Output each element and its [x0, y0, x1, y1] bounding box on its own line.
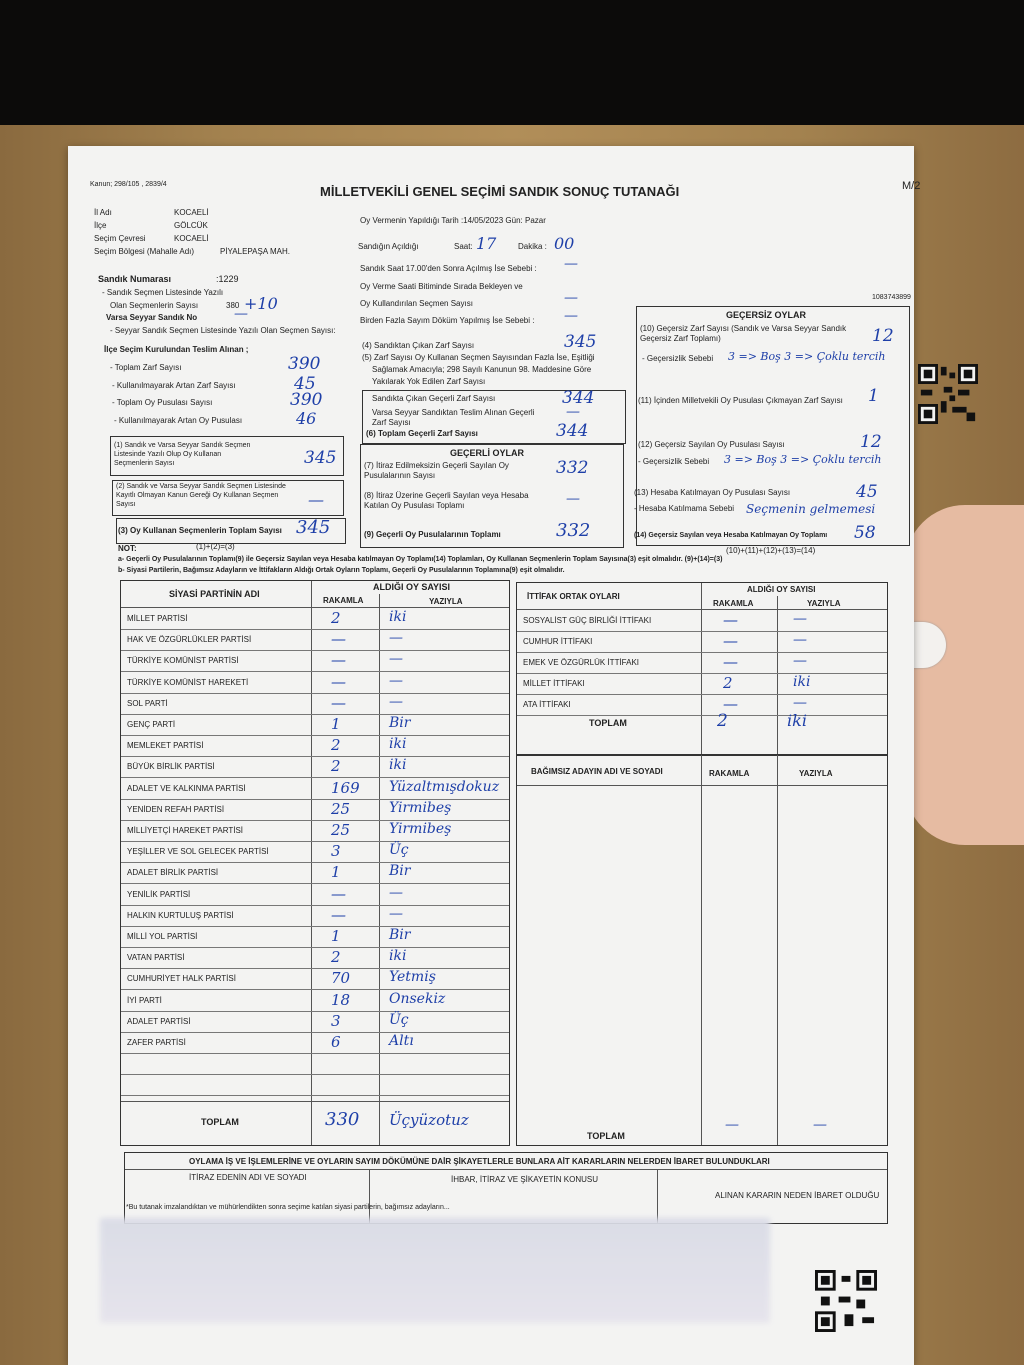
party-votes-num: —: [331, 693, 346, 712]
v9-label: (9) Geçerli Oy Pusulalarının Toplamı: [364, 530, 501, 539]
redacted-signature-area: [100, 1218, 770, 1323]
party-name: MİLLİ YOL PARTİSİ: [127, 932, 198, 941]
party-name: BÜYÜK BİRLİK PARTİSİ: [127, 762, 215, 772]
i14-hw: 58: [854, 523, 876, 543]
alliance-votes-text: iki: [793, 674, 811, 690]
voters-hw: 345: [304, 448, 337, 468]
received-hw: 390: [288, 354, 321, 374]
alliance-name: EMEK VE ÖZGÜRLÜK İTTİFAKI: [523, 658, 640, 667]
party-votes-num: 2: [331, 609, 341, 627]
i13-reason-label: - Hesaba Katılmama Sebebi: [634, 504, 735, 513]
table-row: [517, 694, 887, 716]
party-votes-text: iki: [389, 736, 407, 753]
seyyar-no-label: Varsa Seyyar Sandık No: [106, 313, 198, 322]
party-votes-text: iki: [389, 948, 407, 965]
alliance-name: SOSYALİST GÜÇ BİRLİĞİ İTTİFAKI: [523, 616, 652, 625]
party-votes-num: 2: [331, 948, 341, 967]
party-votes-num: 6: [331, 1033, 341, 1051]
note-b: b- Siyasi Partilerin, Bağımsız Adayların ve İttifakların Aldığı Ortak Oyların Toplamı, Geçerli Oy Pusulalarının Toplamına(9) eşit olmalıdır.: [118, 567, 565, 574]
date-label: Oy Vermenin Yapıldığı Tarih :14/05/2023 Gün: Pazar: [360, 216, 546, 225]
secmen-label-1: - Sandık Seçmen Listesinde Yazılı: [102, 288, 224, 297]
party-votes-num: —: [331, 905, 346, 924]
party-votes-num: —: [331, 672, 346, 691]
waiting-hw: —: [564, 290, 578, 306]
saat-label: Saat:: [454, 242, 473, 251]
alliance-total-text: iki: [787, 711, 807, 730]
party-votes-num: 25: [331, 799, 351, 818]
table-row: [121, 629, 509, 651]
independent-col-name: BAĞIMSIZ ADAYIN ADI VE SOYADI: [531, 767, 663, 776]
party-votes-num: 1: [331, 715, 341, 733]
party-votes-num: 70: [331, 969, 351, 988]
received-label: - Toplam Zarf Sayısı: [110, 363, 182, 372]
table-row: [121, 693, 509, 715]
complaints-heading: OYLAMA İŞ VE İŞLEMLERİNE VE OYLARIN SAYIM DÖKÜMÜNE DAİR ŞİKAYETLERLE BUNLARA AİT KARARLARIN NELERDEN İBARET BULUNDUKLARI: [189, 1157, 770, 1166]
party-votes-text: Yirmibeş: [389, 821, 452, 837]
independent-total-text: —: [813, 1117, 827, 1133]
bolge-label: Seçim Bölgesi (Mahalle Adı): [94, 247, 195, 256]
sandik-no-label: Sandık Numarası: [98, 274, 172, 284]
party-votes-num: 1: [331, 927, 341, 945]
i12-reason-label: - Geçersizlik Sebebi: [638, 457, 710, 466]
alliance-votes-num: —: [723, 695, 738, 713]
empty-row: [121, 1053, 509, 1075]
party-votes-text: Altı: [389, 1033, 414, 1049]
table-row: [121, 820, 509, 842]
party-name: YENİLİK PARTİSİ: [127, 889, 191, 899]
party-name: TÜRKİYE KOMÜNİST PARTİSİ: [127, 656, 239, 666]
party-votes-text: iki: [389, 609, 407, 625]
party-votes-num: —: [331, 651, 346, 670]
alliance-col-votes: ALDIĞI OY SAYISI: [747, 585, 816, 594]
i13-hw: 45: [856, 482, 878, 502]
opened-label: Sandığın Açıldığı: [358, 242, 419, 251]
valid-env-label: Sandıkta Çıkan Geçerli Zarf Sayısı: [372, 394, 496, 403]
voters-hw: 345: [296, 517, 331, 538]
after17-label: Sandık Saat 17.00'den Sonra Açılmış İse Sebebi :: [360, 264, 537, 273]
party-col-votes: ALDIĞI OY SAYISI: [373, 582, 451, 592]
party-total-line: [121, 1101, 509, 1102]
table-row: [121, 990, 509, 1012]
alliance-name: ATA İTTİFAKI: [523, 700, 571, 709]
e4-hw: 345: [564, 332, 597, 352]
party-name: İYİ PARTİ: [127, 995, 162, 1005]
party-name: ADALET VE KALKINMA PARTİSİ: [127, 783, 246, 793]
party-votes-text: Yüzaltmışdokuz: [389, 778, 500, 795]
i10-label: (10) Geçersiz Zarf Sayısı (Sandık ve Varsa Seyyar Sandık Geçersiz Zarf Toplamı): [640, 324, 847, 343]
received-heading: İlçe Seçim Kurulundan Teslim Alınan ;: [104, 345, 249, 354]
party-total-text: Üçyüzotuz: [389, 1111, 469, 1129]
valid-env-hw: 344: [562, 388, 595, 408]
table-row: [121, 1011, 509, 1033]
party-name: YEŞİLLER VE SOL GELECEK PARTİSİ: [127, 847, 269, 857]
party-votes-text: Üç: [389, 842, 409, 859]
hand-holding-paper: [905, 505, 1024, 845]
e6-hw: 344: [556, 421, 589, 441]
bolge-value: PİYALEPAŞA MAH.: [220, 247, 290, 256]
party-name: VATAN PARTİSİ: [127, 953, 185, 963]
valid-heading: GEÇERLİ OYLAR: [450, 448, 525, 458]
party-votes-text: —: [389, 651, 403, 668]
independent-col-num: RAKAMLA: [709, 769, 750, 778]
party-votes-text: Bir: [389, 715, 411, 731]
table-row: [121, 672, 509, 694]
table-row: [121, 884, 509, 906]
e4-label: (4) Sandıktan Çıkan Zarf Sayısı: [362, 341, 475, 350]
independent-col-divider: [701, 755, 702, 1145]
i11-label: (11) İçinden Milletvekili Oy Pusulası Çıkmayan Zarf Sayısı: [638, 396, 843, 405]
party-votes-num: —: [331, 630, 346, 649]
table-row: [121, 735, 509, 757]
party-votes-text: Bir: [389, 863, 411, 880]
alliance-total-label: TOPLAM: [589, 718, 627, 728]
party-name: ADALET PARTİSİ: [127, 1016, 191, 1026]
form-code: M/2: [902, 180, 921, 192]
party-table: [120, 580, 510, 1146]
alliance-name: CUMHUR İTTİFAKI: [523, 637, 593, 646]
il-label: İl Adı: [94, 208, 112, 217]
party-name: MİLLİYETÇİ HAREKET PARTİSİ: [127, 826, 244, 835]
party-votes-text: —: [389, 630, 403, 647]
party-votes-num: 18: [331, 990, 351, 1009]
table-row: [121, 756, 509, 778]
v7-label: (7) İtiraz Edilmeksizin Geçerli Sayılan Oy Pusulalarının Sayısı: [364, 461, 509, 480]
party-votes-text: —: [389, 672, 403, 689]
e5-label-3: Yakılarak Yok Edilen Zarf Sayısı: [372, 377, 486, 386]
alliance-col-name: İTTİFAK ORTAK OYLARI: [527, 592, 620, 601]
complaints-line: [125, 1169, 887, 1170]
table-row: [121, 968, 509, 990]
party-col-text: YAZIYLA: [429, 597, 463, 606]
complaints-col1: İTİRAZ EDENİN ADI VE SOYADI: [189, 1173, 307, 1182]
e5-label-1: (5) Zarf Sayısı Oy Kullanan Seçmen Sayısından Fazla İse, Eşitliği: [362, 353, 595, 362]
seyyar-env-hw: —: [566, 404, 580, 420]
party-votes-num: —: [331, 884, 346, 903]
alliance-votes-text: —: [793, 632, 807, 648]
alliance-votes-text: —: [793, 695, 807, 711]
party-name: CUMHURİYET HALK PARTİSİ: [127, 974, 236, 984]
received-hw: 45: [294, 374, 316, 394]
voters-hw: —: [308, 490, 324, 509]
law-reference: Kanun; 298/105 , 2839/4: [90, 181, 167, 188]
party-name: GENÇ PARTİ: [127, 720, 176, 729]
after17-hw: —: [564, 256, 578, 272]
table-row: [121, 778, 509, 800]
table-row: [121, 905, 509, 927]
alliance-votes-num: 2: [723, 674, 733, 692]
party-votes-num: 1: [331, 863, 341, 882]
independent-col-text: YAZIYLA: [799, 769, 833, 778]
sandik-no-value: :1229: [216, 274, 239, 284]
complaints-col3: ALINAN KARARIN NEDEN İBARET OLDUĞU: [715, 1191, 880, 1200]
i12-hw: 12: [860, 432, 882, 452]
barcode-number: 1083743899: [872, 294, 911, 301]
cevre-label: Seçim Çevresi: [94, 234, 146, 243]
party-votes-text: —: [389, 905, 403, 922]
qr-code-icon: [815, 1270, 877, 1332]
v8-label: (8) İtiraz Üzerine Geçerli Sayılan veya Hesaba Katılan Oy Pusulası Toplamı: [364, 491, 529, 510]
alliance-votes-num: —: [723, 653, 738, 671]
v9-hw: 332: [556, 520, 591, 541]
alliance-votes-text: —: [793, 653, 807, 669]
v7-hw: 332: [556, 458, 589, 478]
alliance-votes-num: —: [723, 632, 738, 650]
v8-hw: —: [566, 491, 580, 507]
party-votes-text: Onsekiz: [389, 990, 446, 1007]
party-votes-text: Üç: [389, 1011, 409, 1028]
party-name: SOL PARTİ: [127, 698, 168, 708]
table-row: [121, 799, 509, 821]
formula-123: (1)+(2)=(3): [196, 542, 235, 551]
i12-label: (12) Geçersiz Sayılan Oy Pusulası Sayısı: [638, 440, 785, 449]
empty-row: [121, 1074, 509, 1096]
secmen-value: 380: [226, 301, 240, 310]
party-votes-num: 169: [331, 778, 360, 797]
note-title: NOT:: [118, 544, 137, 553]
cevre-value: KOCAELİ: [174, 234, 209, 243]
i13-reason-hw: Seçmenin gelmemesi: [746, 502, 876, 516]
alliance-votes-text: —: [793, 611, 807, 627]
table-row: [517, 610, 887, 632]
alliance-total-num: 2: [717, 711, 728, 731]
alliance-col-num: RAKAMLA: [713, 599, 754, 608]
waiting-label: Oy Verme Saati Bitiminde Sırada Bekleyen ve: [360, 282, 523, 291]
waiting-label-2: Oy Kullandırılan Seçmen Sayısı: [360, 299, 473, 308]
party-votes-num: 3: [331, 1011, 341, 1030]
independent-header-line: [517, 785, 887, 786]
secmen-label-2: Olan Seçmenlerin Sayısı: [110, 301, 199, 310]
party-total-num: 330: [325, 1109, 360, 1130]
e5-label-2: Sağlamak Amacıyla; 298 Sayılı Kanunun 98. Maddesine Göre: [372, 365, 592, 374]
table-row: [517, 673, 887, 695]
table-row: [121, 926, 509, 948]
party-votes-text: —: [389, 884, 403, 901]
table-row: [517, 631, 887, 653]
alliance-name: MİLLET İTTİFAKI: [523, 679, 585, 688]
saat-hw: 17: [476, 234, 497, 253]
table-row: [121, 714, 509, 736]
form-title: MİLLETVEKİLİ GENEL SEÇİMİ SANDIK SONUÇ TUTANAĞI: [320, 184, 680, 199]
voters-label: (1) Sandık ve Varsa Seyyar Sandık Seçmen Listesinde Yazılı Olup Oy Kullanan Seçmenlerin Sayısı: [114, 442, 251, 467]
received-hw: 390: [290, 390, 323, 410]
party-name: ADALET BİRLİK PARTİSİ: [127, 868, 219, 878]
seyyar-no-hw: —: [234, 306, 248, 322]
party-name: MEMLEKET PARTİSİ: [127, 741, 204, 751]
party-col-num: RAKAMLA: [323, 596, 364, 605]
dakika-hw: 00: [554, 234, 575, 253]
independent-total-label: TOPLAM: [587, 1131, 625, 1141]
party-name: ZAFER PARTİSİ: [127, 1038, 186, 1047]
alliance-votes-num: —: [723, 611, 738, 629]
ballot-result-form: [68, 146, 921, 1365]
invalid-heading: GEÇERSİZ OYLAR: [726, 310, 807, 320]
table-row: [121, 841, 509, 863]
qr-code-icon: [918, 364, 978, 424]
complaints-col2: İHBAR, İTİRAZ VE ŞİKAYETİN KONUSU: [451, 1175, 598, 1184]
party-total-label: TOPLAM: [201, 1117, 239, 1127]
i10-hw: 12: [872, 326, 894, 346]
recount-hw: —: [564, 308, 578, 324]
independent-table: [516, 754, 888, 1146]
received-label: - Kullanılmayarak Artan Oy Pusulası: [114, 416, 243, 425]
seyyar-count-label: - Seyyar Sandık Seçmen Listesinde Yazılı Olan Seçmen Sayısı:: [110, 326, 336, 335]
party-votes-num: 2: [331, 736, 341, 755]
table-row: [121, 650, 509, 672]
e6-label: (6) Toplam Geçerli Zarf Sayısı: [366, 429, 478, 438]
party-name: MİLLET PARTİSİ: [127, 614, 188, 623]
received-label: - Kullanılmayarak Artan Zarf Sayısı: [112, 381, 236, 390]
footer-note: *Bu tutanak imzalandıktan ve mühürlendikten sonra seçime katılan siyasi partilerin, bağımsız adayların...: [126, 1204, 450, 1211]
received-label: - Toplam Oy Pusulası Sayısı: [112, 398, 213, 407]
received-hw: 46: [296, 409, 317, 428]
table-row: [121, 1032, 509, 1054]
complaints-divider: [369, 1169, 370, 1223]
table-row: [517, 652, 887, 674]
il-value: KOCAELİ: [174, 208, 209, 217]
i13-label: (13) Hesaba Katılmayan Oy Pusulası Sayısı: [634, 488, 791, 497]
party-name: TÜRKİYE KOMÜNİST HAREKETİ: [127, 677, 249, 687]
party-votes-num: 25: [331, 821, 351, 839]
party-name: YENİDEN REFAH PARTİSİ: [127, 804, 225, 814]
voters-label: (2) Sandık ve Varsa Seyyar Sandık Seçmen Listesinde Kayıtlı Olmayan Kanun Gereği Oy Kullanan Seçmen Sayısı: [116, 483, 286, 508]
table-row: [121, 947, 509, 969]
table-row: [121, 862, 509, 884]
alliance-table: [516, 582, 888, 756]
i11-hw: 1: [868, 386, 879, 406]
party-name: HALKIN KURTULUŞ PARTİSİ: [127, 910, 234, 920]
complaints-table: [124, 1152, 888, 1224]
party-votes-num: 3: [331, 842, 341, 861]
secmen-hw: +10: [244, 294, 278, 313]
party-votes-text: Yirmibeş: [389, 799, 452, 816]
i12-reason-hw: 3 => Boş 3 => Çoklu tercih: [724, 453, 882, 466]
party-votes-text: Bir: [389, 927, 411, 943]
party-votes-text: Yetmiş: [389, 969, 436, 986]
party-name: HAK VE ÖZGÜRLÜKLER PARTİSİ: [127, 635, 252, 645]
seyyar-env-label: Varsa Seyyar Sandıktan Teslim Alınan Geçerli Zarf Sayısı: [372, 408, 535, 427]
independent-col-divider: [777, 755, 778, 1145]
alliance-col-text: YAZIYLA: [807, 599, 841, 608]
invalid-formula: (10)+(11)+(12)+(13)=(14): [726, 546, 816, 555]
dakika-label: Dakika :: [518, 242, 547, 251]
i10-reason-label: - Geçersizlik Sebebi: [642, 354, 714, 363]
i10-reason-hw: 3 => Boş 3 => Çoklu tercih: [728, 350, 886, 363]
party-votes-text: iki: [389, 757, 407, 774]
ilce-value: GÖLCÜK: [174, 221, 208, 230]
note-a: a- Geçerli Oy Pusulalarının Toplamı(9) ile Geçersiz Sayılan veya Hesaba katılmayan Oy Toplamı(14) Toplamları, Oy Kullanan Seçmenlerin Toplam Sayısına(3) eşit olmalıdır. (9)+(14)=(3): [118, 556, 723, 563]
recount-label: Birden Fazla Sayım Döküm Yapılmış İse Sebebi :: [360, 316, 535, 325]
i14-label: (14) Geçersiz Sayılan veya Hesaba Katılmayan Oy Toplamı: [634, 532, 828, 539]
ilce-label: İlçe: [94, 221, 107, 230]
table-row: [121, 608, 509, 630]
party-votes-num: 2: [331, 757, 341, 776]
voters-label: (3) Oy Kullanan Seçmenlerin Toplam Sayısı: [118, 526, 282, 535]
party-col-name: SİYASİ PARTİNİN ADI: [169, 589, 260, 599]
party-votes-text: —: [389, 693, 403, 710]
independent-total-num: —: [725, 1117, 739, 1133]
complaints-divider: [657, 1169, 658, 1223]
